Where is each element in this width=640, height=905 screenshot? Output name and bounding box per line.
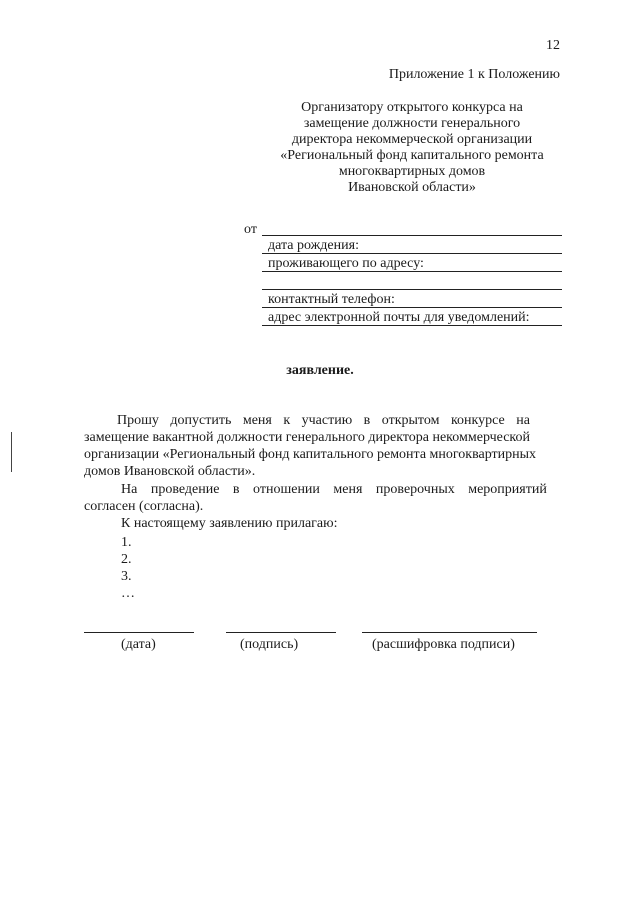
paragraph-line-text: организации «Региональный фонд капитального ремонта многоквартирных	[84, 447, 537, 462]
signature-label: (подпись)	[240, 637, 299, 652]
attachments-intro: К настоящему заявлению прилагаю:	[121, 516, 338, 531]
email-label: адрес электронной почты для уведомлений:	[268, 310, 530, 325]
appendix-caption: Приложение 1 к Положению	[388, 67, 560, 82]
date-signature-line	[84, 632, 194, 633]
name-signature-line	[362, 632, 537, 633]
birth-date-field-line	[262, 253, 562, 254]
attachment-item: …	[121, 586, 135, 601]
from-label: от	[244, 222, 257, 237]
addressee-line: многоквартирных домов	[338, 164, 486, 179]
attachment-item: 3.	[121, 569, 132, 584]
addressee-line: Ивановской области»	[348, 180, 476, 195]
address-field-line-2	[262, 289, 562, 290]
paragraph-line-text: Прошу допустить меня к участию в открытом конкурсе на	[117, 413, 530, 428]
signature-line	[226, 632, 336, 633]
addressee-block	[262, 100, 562, 196]
page-number: 12	[546, 38, 560, 53]
attachment-item: 1.	[121, 535, 132, 550]
consent-line-2: согласен (согласна).	[84, 499, 204, 514]
addressee-line: Организатору открытого конкурса на	[301, 100, 523, 115]
paragraph-line	[84, 429, 558, 446]
name-field-line	[262, 235, 562, 236]
email-field-line	[262, 325, 562, 326]
margin-scan-mark	[11, 432, 12, 472]
name-decoding-label: (расшифровка подписи)	[372, 637, 515, 652]
address-field-line	[262, 271, 562, 272]
addressee-line: замещение должности генерального	[303, 116, 521, 131]
consent-line-1: На проведение в отношении меня проверочных мероприятий	[121, 482, 547, 497]
request-paragraph	[117, 412, 557, 429]
attachment-item: 2.	[121, 552, 132, 567]
phone-field-line	[262, 307, 562, 308]
paragraph-line	[84, 446, 558, 463]
address-label: проживающего по адресу:	[268, 256, 424, 271]
request-paragraph-cont	[84, 429, 558, 480]
paragraph-line-text: домов Ивановской области».	[84, 464, 256, 479]
addressee-line: «Региональный фонд капитального ремонта	[280, 148, 544, 163]
birth-date-label: дата рождения:	[268, 238, 359, 253]
paragraph-line-text: замещение вакантной должности генерального директора некоммерческой	[84, 430, 530, 445]
paragraph-line	[84, 463, 558, 480]
paragraph-line	[117, 412, 557, 429]
phone-label: контактный телефон:	[268, 292, 395, 307]
addressee-line: директора некоммерческой организации	[291, 132, 533, 147]
date-label: (дата)	[121, 637, 156, 652]
document-title: заявление.	[286, 363, 354, 378]
